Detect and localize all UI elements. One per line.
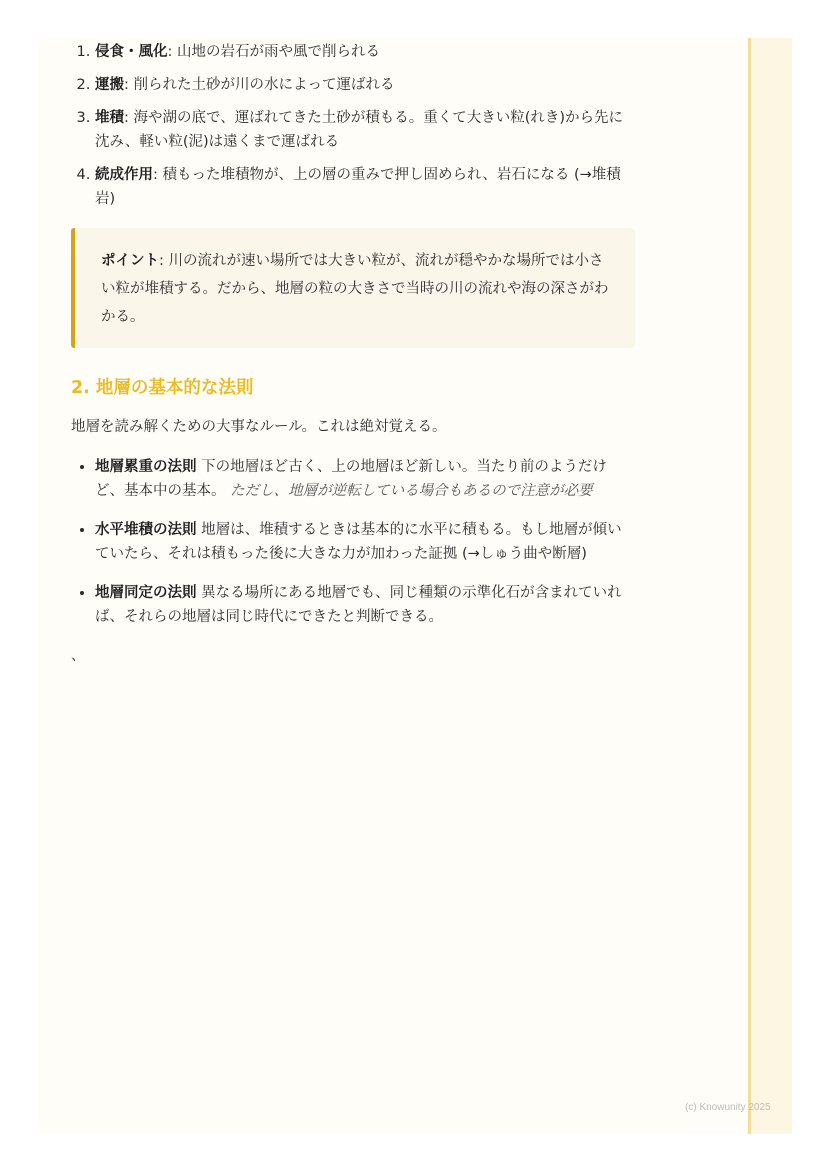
law-text: 異なる場所にある地層でも、同じ種類の示準化石が含まれていれば、それらの地層は同じ時代にできたと判断できる。: [95, 585, 622, 625]
law-note: ただし、地層が逆転している場合もあるので注意が必要: [225, 483, 593, 499]
list-item: [95, 73, 635, 97]
step-text: : 海や湖の底で、運ばれてきた土砂が積もる。重くて大きい粒(れき)から先に沈み、軽い粒(泥)は遠くまで運ばれる: [95, 110, 624, 150]
law-text: 下の地層ほど古く、上の地層ほど新しい。当たり前のようだけど、基本中の基本。: [95, 459, 607, 499]
stray-mark: 、: [71, 648, 85, 664]
step-text: : 積もった堆積物が、上の層の重みで押し固められ、岩石になる (→堆積岩): [95, 167, 621, 207]
point-callout: [71, 228, 635, 348]
law-term: 地層同定の法則: [95, 585, 197, 601]
point-text: : 川の流れが速い場所では大きい粒が、流れが穏やかな場所では小さい粒が堆積する。だから、地層の粒の大きさで当時の川の流れや海の深さがわかる。: [101, 253, 609, 325]
process-steps-list: [71, 40, 635, 211]
document-content: [71, 40, 635, 668]
list-item: [95, 518, 635, 566]
list-item: [95, 455, 635, 503]
right-margin-bar: [748, 38, 792, 1134]
law-term: 水平堆積の法則: [95, 522, 197, 538]
list-item: [95, 581, 635, 629]
step-text: : 山地の岩石が雨や風で削られる: [167, 44, 380, 60]
law-text: 地層は、堆積するときは基本的に水平に積もる。もし地層が傾いていたら、それは積もった後に大きな力が加わった証拠 (→しゅう曲や断層): [95, 522, 622, 562]
list-item: [95, 163, 635, 211]
step-term: 堆積: [95, 110, 124, 126]
law-term: 地層累重の法則: [95, 459, 197, 475]
step-term: 侵食・風化: [95, 44, 168, 60]
copyright-footer: (c) Knowunity 2025: [685, 1102, 771, 1113]
section-intro: 地層を読み解くための大事なルール。これは絶対覚える。: [71, 419, 447, 435]
step-term: 続成作用: [95, 167, 153, 183]
laws-list: [71, 455, 635, 629]
section-heading: 2. 地層の基本的な法則: [71, 378, 254, 398]
point-term: ポイント: [101, 253, 159, 269]
point-paragraph: [101, 247, 609, 331]
step-term: 運搬: [95, 77, 124, 93]
list-item: [95, 106, 635, 154]
step-text: : 削られた土砂が川の水によって運ばれる: [124, 77, 395, 93]
list-item: [95, 40, 635, 64]
